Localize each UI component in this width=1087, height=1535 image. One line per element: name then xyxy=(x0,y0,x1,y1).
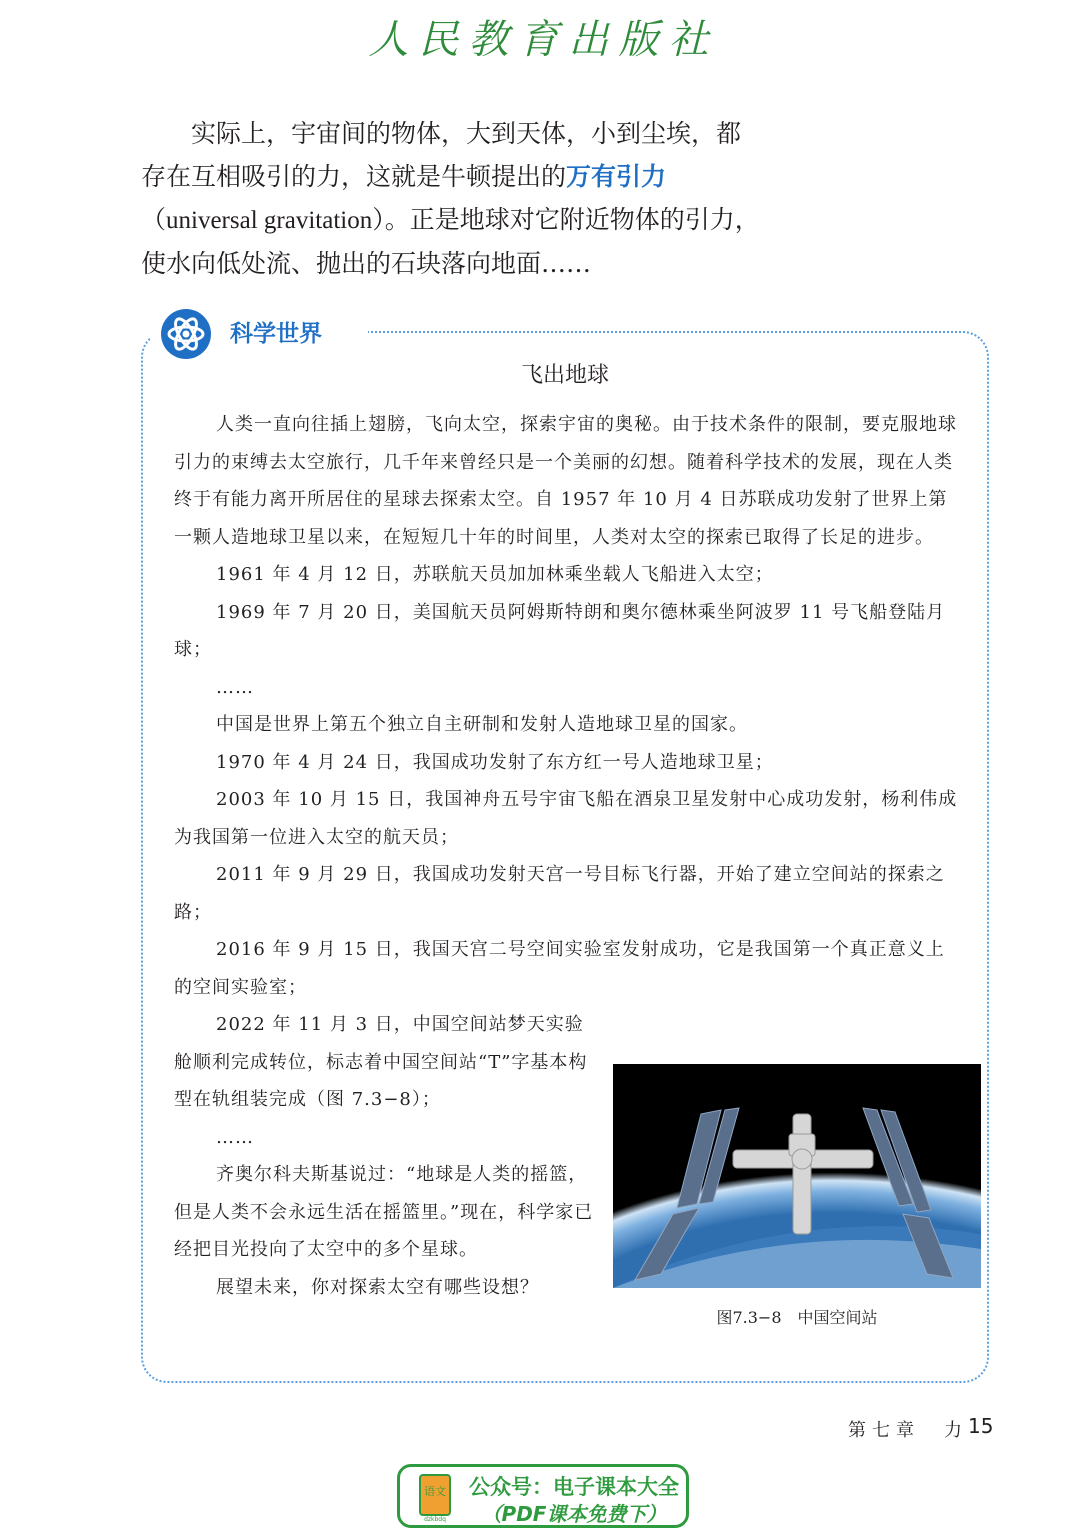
article-paragraph: 2022 年 11 月 3 日，中国空间站梦天实验舱顺利完成转位，标志着中国空间站“T”字基本构型在轨组装完成（图 7.3−8）； xyxy=(174,1014,588,1110)
article-paragraph: 人类一直向往插上翅膀，飞向太空，探索宇宙的奥秘。由于技术条件的限制，要克服地球引力的束缚去太空旅行，几千年来曾经只是一个美丽的幻想。随着科学技术的发展，现在人类终于有能力离开所居住的星球去探索太空。自 1957 年 10 月 4 日苏联成功发射了世界上第一颗人造地球卫星以来，在短短几十年的时间里，人类对太空的探索已取得了长足的进步。 xyxy=(174,414,957,548)
intro-paren-open: （ xyxy=(141,205,167,234)
key-term: 万有引力 xyxy=(566,162,667,191)
article-paragraph: 2016 年 9 月 15 日，我国天宫二号空间实验室发射成功，它是我国第一个真正意义上的空间实验室； xyxy=(174,939,945,998)
watermark-line-1: 公众号：电子课本大全 xyxy=(469,1475,679,1499)
article-paragraph: 1970 年 4 月 24 日，我国成功发射了东方红一号人造地球卫星； xyxy=(216,751,774,773)
intro-paragraph xyxy=(141,112,761,285)
ellipsis-line: …… xyxy=(216,1126,254,1148)
text-beside-figure xyxy=(174,1006,594,1269)
watermark-stamp xyxy=(397,1464,689,1528)
figure-caption: 图7.3−8 中国空间站 xyxy=(716,1308,878,1327)
page-number: 15 xyxy=(968,1414,994,1438)
watermark-line-2: （PDF课本免费下） xyxy=(481,1502,667,1526)
closing-question: 展望未来，你对探索太空有哪些设想？ xyxy=(216,1276,539,1298)
article-paragraph: 2011 年 9 月 29 日，我国成功发射天宫一号目标飞行器，开始了建立空间站的探索之路； xyxy=(174,864,945,923)
book-icon xyxy=(414,1473,454,1523)
chapter-label: 第七章 力 xyxy=(848,1420,968,1441)
article-title: 飞出地球 xyxy=(520,363,609,388)
english-term: universal gravitation xyxy=(166,207,373,234)
article-paragraph: 中国是世界上第五个独立自主研制和发射人造地球卫星的国家。 xyxy=(216,714,748,735)
article-paragraph: 1961 年 4 月 12 日，苏联航天员加加林乘坐载人飞船进入太空； xyxy=(216,564,774,585)
box-label: 科学世界 xyxy=(230,321,322,347)
space-station-photo xyxy=(613,1064,981,1288)
article-paragraph: 1969 年 7 月 20 日，美国航天员阿姆斯特朗和奥尔德林乘坐阿波罗 11 号飞船登陆月球； xyxy=(174,601,946,660)
intro-text-a: 实际上，宇宙间的物体，大到天体，小到尘埃，都存在互相吸引的力，这就是牛顿提出的 xyxy=(141,119,742,191)
ellipsis-line: …… xyxy=(216,676,254,698)
article-paragraph: 齐奥尔科夫斯基说过：“地球是人类的摇篮，但是人类不会永远生活在摇篮里。”现在，科学家已经把目光投向了太空中的多个星球。 xyxy=(174,1164,594,1260)
article-paragraph: 2003 年 10 月 15 日，我国神舟五号宇宙飞船在酒泉卫星发射中心成功发射，杨利伟成为我国第一位进入太空的航天员； xyxy=(174,789,958,848)
atom-icon xyxy=(160,308,212,360)
svg-text:dzkbdq: dzkbdq xyxy=(424,1516,446,1523)
svg-text:语文: 语文 xyxy=(424,1485,446,1498)
publisher-logo: 人民教育出版社 xyxy=(368,17,719,63)
intro-text-c: ）。正是地球对它附近物体的引力，使水向低处流、抛出的石块落向地面…… xyxy=(141,205,760,278)
